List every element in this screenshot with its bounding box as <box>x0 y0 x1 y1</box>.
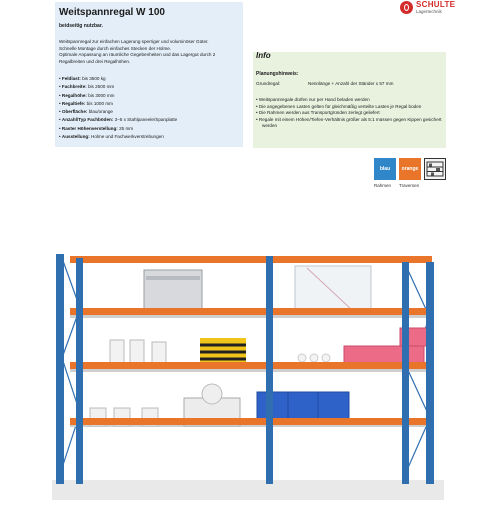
spec-item: • Feldlast: bis 3500 kg <box>59 75 177 83</box>
spec-item: • Regaltiefe: bis 1000 mm <box>59 100 177 108</box>
spec-item: • Raster Höhenverstellung: 25 mm <box>59 125 177 133</box>
product-photo <box>52 248 444 500</box>
product-subtitle: beidseitig nutzbar. <box>59 23 103 29</box>
description-line: Optimale Anpassung an räumliche Gegebenheiten und das Lagergut durch 2 <box>59 52 216 58</box>
info-note: • Weitspannregale dürfen nur per Hand beladen werden <box>256 97 444 104</box>
color-swatch-orange: orange <box>399 158 421 180</box>
spec-item: • Regalhöhe: bis 3000 mm <box>59 92 177 100</box>
info-box <box>253 52 446 148</box>
spec-item: • Anzahl/Typ Fachböden: 3–5 x Stahlpaneele/Spanplatte <box>59 116 177 124</box>
warehouse-shelf-icon <box>424 158 446 180</box>
info-ground-label: Grundregal: <box>256 81 281 86</box>
product-info-box <box>55 2 243 147</box>
color-swatch-blue: blau <box>374 158 396 180</box>
spec-item: • Ausstellung: Holme und Fachwerkverstrebungen <box>59 133 177 141</box>
description-line: Weitspannregal zur einfachen Lagerung sperriger und voluminöser Güter. <box>59 39 209 44</box>
info-title: Info <box>256 51 271 60</box>
logo-mark-icon <box>400 1 413 14</box>
spec-list <box>59 75 177 141</box>
description-line: Regalbreiten und drei Regalhöhen. <box>59 58 131 64</box>
product-description <box>59 39 241 65</box>
spec-item: • Fachbreite: bis 2500 mm <box>59 83 177 91</box>
swatch-label-orange: Traversen <box>399 183 420 188</box>
product-title: Weitspannregal W 100 <box>59 7 165 18</box>
swatch-label-blue: Rahmen <box>374 183 392 188</box>
description-line: Schnelle Montage durch einfaches Stecken der Holme. <box>59 45 172 51</box>
info-ground-value: Nennlänge + Anzahl der Ständer x 57 mm <box>308 81 394 86</box>
info-note: • Die angegebenen Lasten gelten für gleichmäßig verteilte Lasten je Regal boden <box>256 104 444 111</box>
brand-logo <box>400 0 498 18</box>
info-notes <box>256 97 444 130</box>
logo-tagline: Lagertechnik <box>416 9 442 14</box>
logo-name: SCHULTE <box>416 0 456 9</box>
spec-item: • Oberfläche: blau/orange <box>59 108 177 116</box>
info-note: • Regale mit einem Höhen/Tiefen-Verhältnis größer als 5:1 müssen gegen Kippen gesichert werden <box>256 117 444 130</box>
info-subtitle: Planungshinweis: <box>256 71 299 77</box>
info-note: • Die Rahmen werden aus Transportgründen zerlegt geliefert <box>256 110 444 117</box>
